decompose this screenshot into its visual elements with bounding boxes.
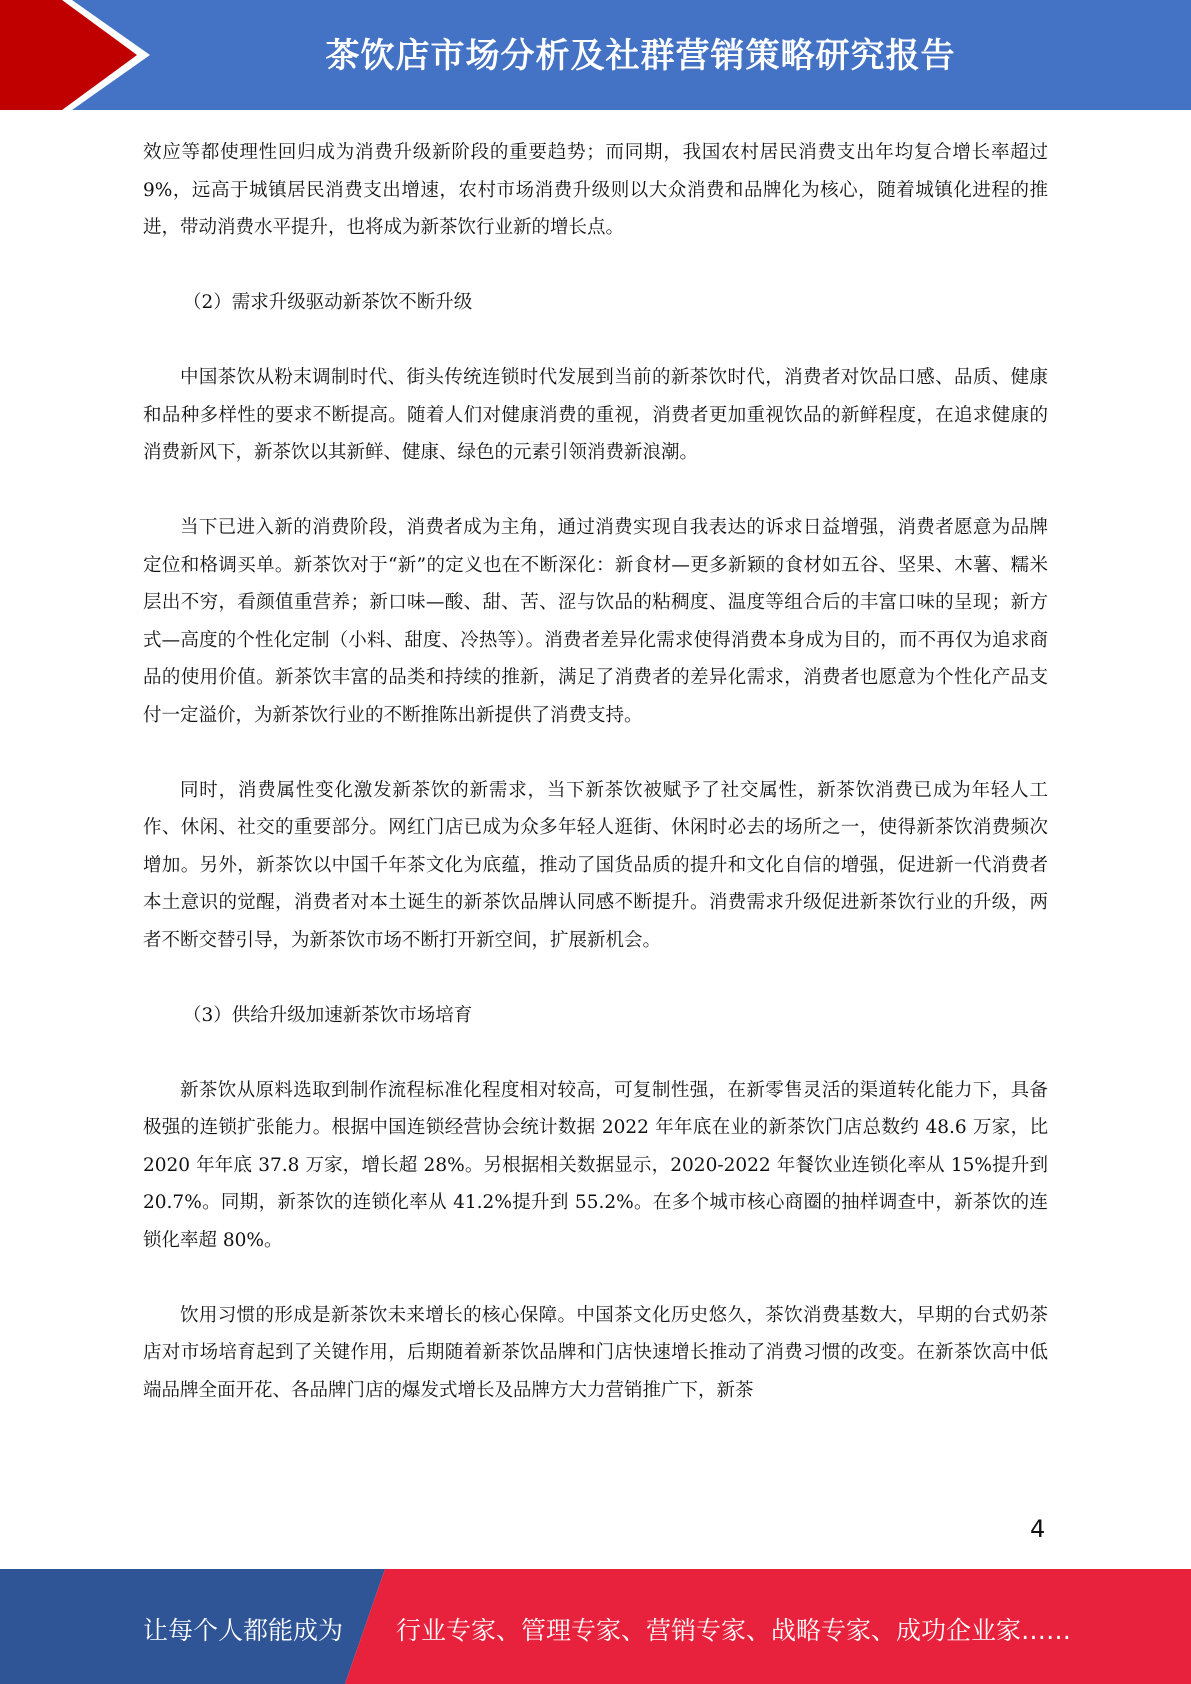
page-number: 4: [1030, 1515, 1046, 1543]
page-footer: [0, 1569, 1191, 1684]
paragraph-consumption-trend: 效应等都使理性回归成为消费升级新阶段的重要趋势；而同期，我国农村居民消费支出年均复合增长率超过 9%，远高于城镇居民消费支出增速，农村市场消费升级则以大众消费和品牌化为核心，随着城镇化进程的推进，带动消费水平提升，也将成为新茶饮行业新的增长点。: [143, 142, 1048, 238]
paragraph-social-attribute: 同时，消费属性变化激发新茶饮的新需求，当下新茶饮被赋予了社交属性，新茶饮消费已成为年轻人工作、休闲、社交的重要部分。网红门店已成为众多年轻人逛街、休闲时必去的场所之一，使得新茶饮消费频次增加。另外，新茶饮以中国千年茶文化为底蕴，推动了国货品质的提升和文化自信的增强，促进新一代消费者本土意识的觉醒，消费者对本土诞生的新茶饮品牌认同感不断提升。消费需求升级促进新茶饮行业的升级，两者不断交替引导，为新茶饮市场不断打开新空间，扩展新机会。: [143, 779, 1048, 951]
footer-slogan-right: 行业专家、管理专家、营销专家、战略专家、成功企业家……: [396, 1616, 1072, 1645]
report-title: 茶饮店市场分析及社群营销策略研究报告: [325, 36, 956, 76]
paragraph-chain-expansion: 新茶饮从原料选取到制作流程标准化程度相对较高，可复制性强，在新零售灵活的渠道转化能力下，具备极强的连锁扩张能力。根据中国连锁经营协会统计数据 2022 年年底在业的新茶饮门店总数约 48.6 万家，比 2020 年年底 37.8 万家，增长超 28%。另根据相关数据显示，2020-2022 年餐饮业连锁化率从 15%提升到 20.7%。同期，新茶饮的连锁化率从 41.2%提升到 55.2%。在多个城市核心商圈的抽样调查中，新茶饮的连锁化率超 80%。: [143, 1079, 1048, 1251]
paragraph-new-consumption: 当下已进入新的消费阶段，消费者成为主角，通过消费实现自我表达的诉求日益增强，消费者愿意为品牌定位和格调买单。新茶饮对于“新”的定义也在不断深化：新食材—更多新颖的食材如五谷、坚果、木薯、糯米层出不穷，看颜值重营养；新口味—酸、甜、苦、涩与饮品的粘稠度、温度等组合后的丰富口味的呈现；新方式—高度的个性化定制（小料、甜度、冷热等）。消费者差异化需求使得消费本身成为目的，而不再仅为追求商品的使用价值。新茶饮丰富的品类和持续的推新，满足了消费者的差异化需求，消费者也愿意为个性化产品支付一定溢价，为新茶饮行业的不断推陈出新提供了消费支持。: [143, 517, 1048, 726]
report-body: [143, 134, 1048, 1447]
section-heading-demand-upgrade: （2）需求升级驱动新茶饮不断升级: [183, 292, 473, 313]
paragraph-tea-history: 中国茶饮从粉末调制时代、街头传统连锁时代发展到当前的新茶饮时代，消费者对饮品口感、品质、健康和品种多样性的要求不断提高。随着人们对健康消费的重视，消费者更加重视饮品的新鲜程度，在追求健康的消费新风下，新茶饮以其新鲜、健康、绿色的元素引领消费新浪潮。: [143, 367, 1048, 463]
footer-slogan-left: 让每个人都能成为: [143, 1616, 344, 1645]
paragraph-drinking-habits: 饮用习惯的形成是新茶饮未来增长的核心保障。中国茶文化历史悠久，茶饮消费基数大，早期的台式奶茶店对市场培育起到了关键作用，后期随着新茶饮品牌和门店快速增长推动了消费习惯的改变。在新茶饮高中低端品牌全面开花、各品牌门店的爆发式增长及品牌方大力营销推广下，新茶: [143, 1304, 1048, 1401]
page-header: [0, 0, 1191, 110]
header-arrow-decoration: [0, 0, 150, 110]
section-heading-supply-upgrade: （3）供给升级加速新茶饮市场培育: [183, 1004, 473, 1026]
